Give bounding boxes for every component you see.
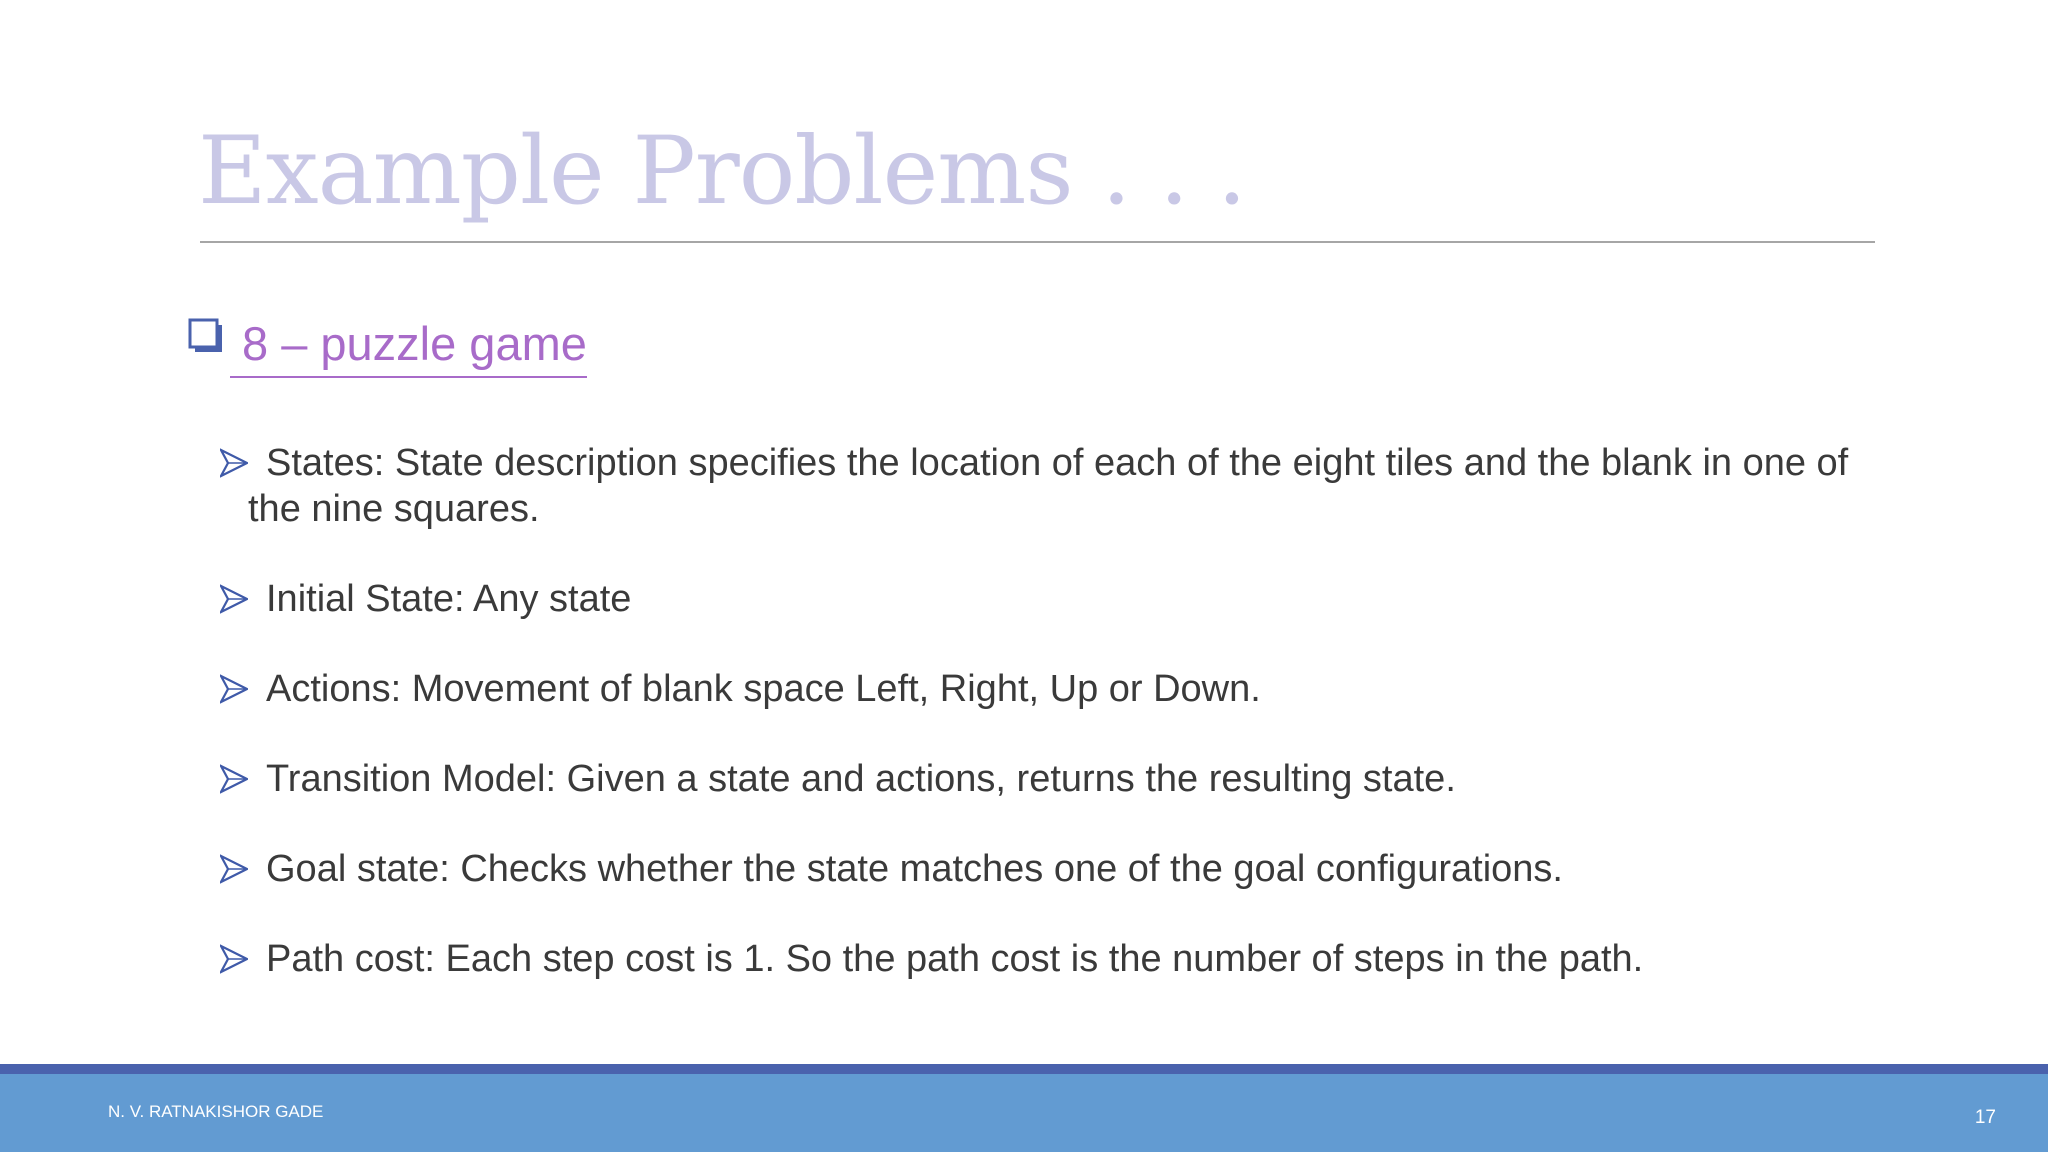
arrow-bullet-icon bbox=[220, 764, 248, 794]
checkbox-icon bbox=[188, 318, 224, 354]
page-number: 17 bbox=[1974, 1107, 1996, 1128]
arrow-bullet-icon bbox=[220, 854, 248, 884]
arrow-bullet-icon bbox=[220, 944, 248, 974]
bullet-text: Path cost: Each step cost is 1. So the path cost is the number of steps in the path. bbox=[266, 938, 1644, 980]
title-divider bbox=[200, 241, 1875, 243]
footer-author: N. V. RATNAKISHOR GADE bbox=[108, 1102, 324, 1121]
arrow-bullet-icon bbox=[220, 448, 248, 478]
bullet-text: States: State description specifies the location of each of the eight tiles and the blank in one of the nine squares. bbox=[248, 442, 1849, 530]
bullet-text: Goal state: Checks whether the state matches one of the goal configurations. bbox=[266, 848, 1563, 890]
slide-title: Example Problems . . . bbox=[198, 117, 1246, 226]
bullet-text: Initial State: Any state bbox=[266, 578, 632, 620]
puzzle-game-link[interactable]: 8 – puzzle game bbox=[230, 312, 587, 378]
arrow-bullet-icon bbox=[220, 674, 248, 704]
footer bbox=[0, 1074, 2048, 1152]
arrow-bullet-icon bbox=[220, 584, 248, 614]
bullet-text: Transition Model: Given a state and actions, returns the resulting state. bbox=[266, 758, 1456, 800]
bullet-text: Actions: Movement of blank space Left, Right, Up or Down. bbox=[266, 668, 1261, 710]
footer-stripe bbox=[0, 1064, 2048, 1074]
